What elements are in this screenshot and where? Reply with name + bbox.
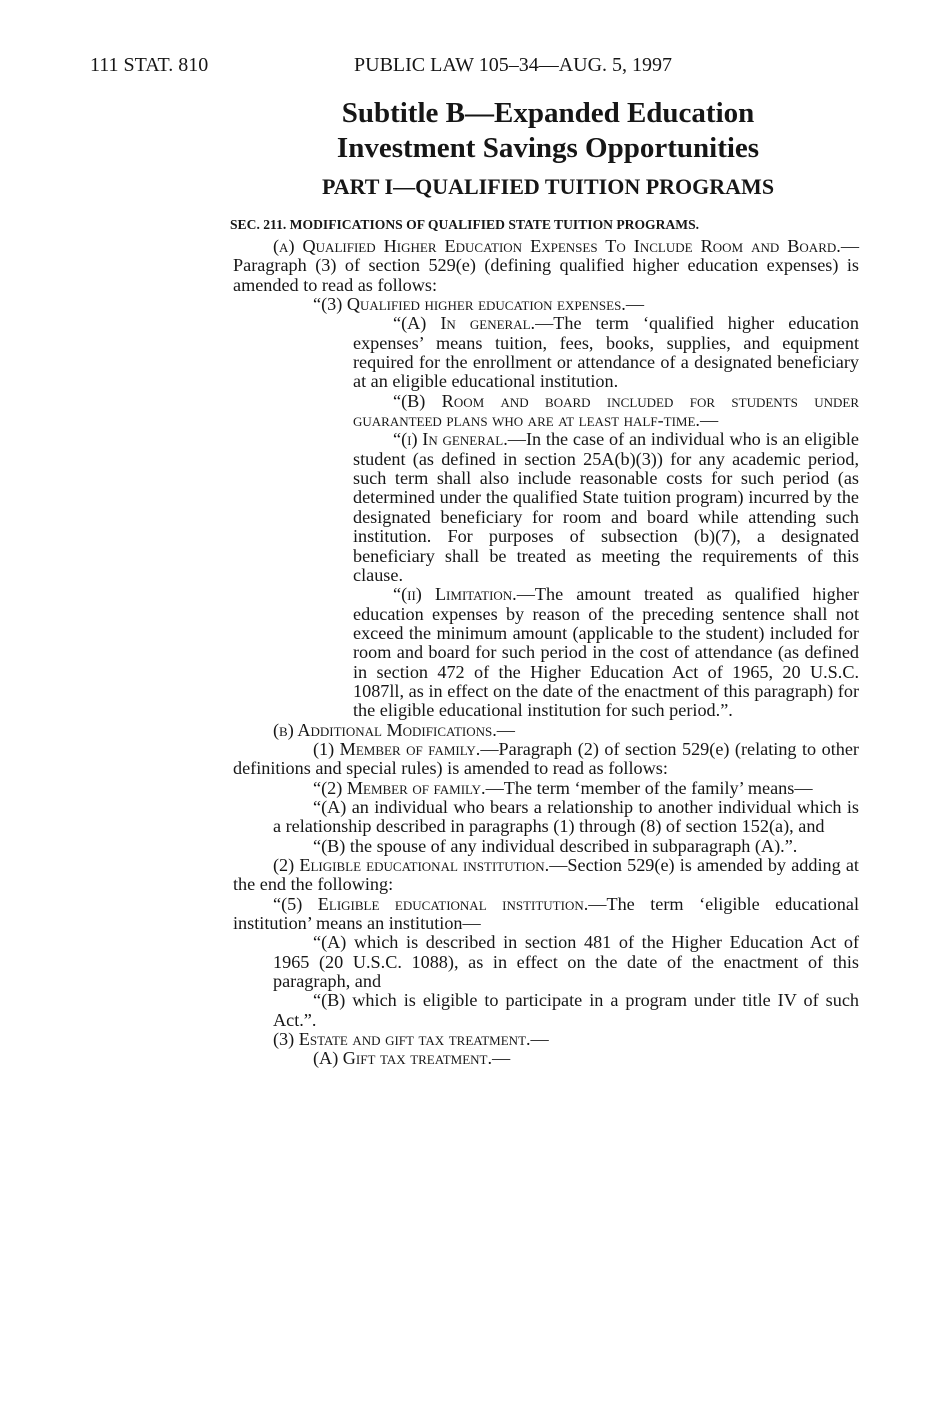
paragraph-b3-heading: (3) Estate and gift tax treatment.— [273,1029,549,1050]
paragraph-b3 [233,1030,859,1049]
subparagraph-b3a-heading: (A) Gift tax treatment.— [313,1048,511,1069]
paragraph-b2-body: —Section 529(e) is amended by adding at the end the following: [233,855,859,895]
subsection-a [233,237,859,295]
paragraph-3-heading [313,295,859,314]
quoted-paragraph-2-body: —The term ‘member of the family’ means— [485,777,813,798]
subparagraph-a-heading: “(A) In general. [393,313,536,334]
quoted-subparagraph-5b: “(B) which is eligible to participate in a program under title IV of such Act.”. [273,990,859,1030]
paragraph-b1-body: —Paragraph (2) of section 529(e) (relating to other definitions and special rules) is amended to read as follows: [233,738,859,779]
quoted-paragraph-5-heading: “(5) Eligible educational institution. [273,893,589,914]
clause-i-heading: “(i) In general. [393,429,508,450]
public-law-citation: PUBLIC LAW 105–34—AUG. 5, 1997 [354,54,673,76]
subtitle-heading [230,96,866,166]
running-header [90,50,850,80]
subparagraph-a [353,314,859,391]
quoted-subparagraph-2b: “(B) the spouse of any individual described in subparagraph (A).”. [313,835,798,856]
section-heading: SEC. 211. MODIFICATIONS OF QUALIFIED STATE TUITION PROGRAMS. [230,217,700,232]
quoted-paragraph-2 [233,779,859,798]
subtitle-line-2: Investment Savings Opportunities [336,132,760,164]
subsection-b-heading: (b) Additional Modifications.— [273,719,515,740]
subparagraph-b3a [233,1049,859,1068]
paragraph-b1 [233,740,859,779]
subsection-b [233,721,859,740]
section-body [233,237,859,1069]
subsection-a-body: —Paragraph (3) of section 529(e) (defining qualified higher education expenses) is amended to read as follows: [233,236,859,295]
subparagraph-b [353,392,859,431]
paragraph-3-heading-text: “(3) Qualified higher education expenses.— [313,294,645,315]
quoted-paragraph-2-heading: “(2) Member of family. [313,777,486,798]
subtitle-line-1: Subtitle B—Expanded Education [341,97,755,129]
paragraph-b1-heading: (1) Member of family. [313,738,481,759]
paragraph-b2-heading: (2) Eligible educational institution. [273,855,550,875]
quoted-paragraph-5-body: —The term ‘eligible educational institution’ means an institution— [233,893,859,934]
quoted-subparagraph-5a: “(A) which is described in section 481 of the Higher Education Act of 1965 (20 U.S.C. 1088), as in effect on the date of the enactment of this paragraph, and [273,932,859,992]
clause-i [353,430,859,585]
quoted-subparagraph-2a: “(A) an individual who bears a relationship to another individual which is a relationship described in paragraphs (1) through (8) of section 152(a), and [273,796,859,837]
quoted-paragraph-5 [233,895,859,934]
part-heading: PART I—QUALIFIED TUITION PROGRAMS [321,174,775,199]
subparagraph-b-heading: “(B) Room and board included for students under guaranteed plans who are at least half-time.— [353,390,859,431]
clause-i-body: —In the case of an individual who is an eligible student (as defined in section 25A(b)(3)) for any academic period, such term shall also include reasonable costs for such period (as determined under the qualified State tuition program) incurred by the designated beneficiary for room and board while attending such institution. For purposes of subsection (b)(7), a designated beneficiary shall be treated as meeting the requirements of this clause. [353,429,859,585]
subparagraph-a-body: —The term ‘qualified higher education expenses’ means tuition, fees, books, supplies, and equipment required for the enrollment or attendance of a designated beneficiary at an eligible educational institution. [353,313,859,392]
statute-page-number: 111 STAT. 810 [90,54,209,76]
clause-ii-heading: “(ii) Limitation. [393,584,517,605]
subsection-a-heading: (a) Qualified Higher Education Expenses To Include Room and Board. [273,236,841,256]
paragraph-b2 [233,856,859,895]
clause-ii-body: —The amount treated as qualified higher education expenses by reason of the preceding sentence shall not exceed the minimum amount (applicable to the student) included for room and board for such period in the cost of attendance (as defined in section 472 of the Higher Education Act of 1965, 20 U.S.C. 1087ll, as in effect on the date of the enactment of this paragraph) for the eligible educational institution for such period.”. [353,584,859,721]
clause-ii [353,585,859,720]
